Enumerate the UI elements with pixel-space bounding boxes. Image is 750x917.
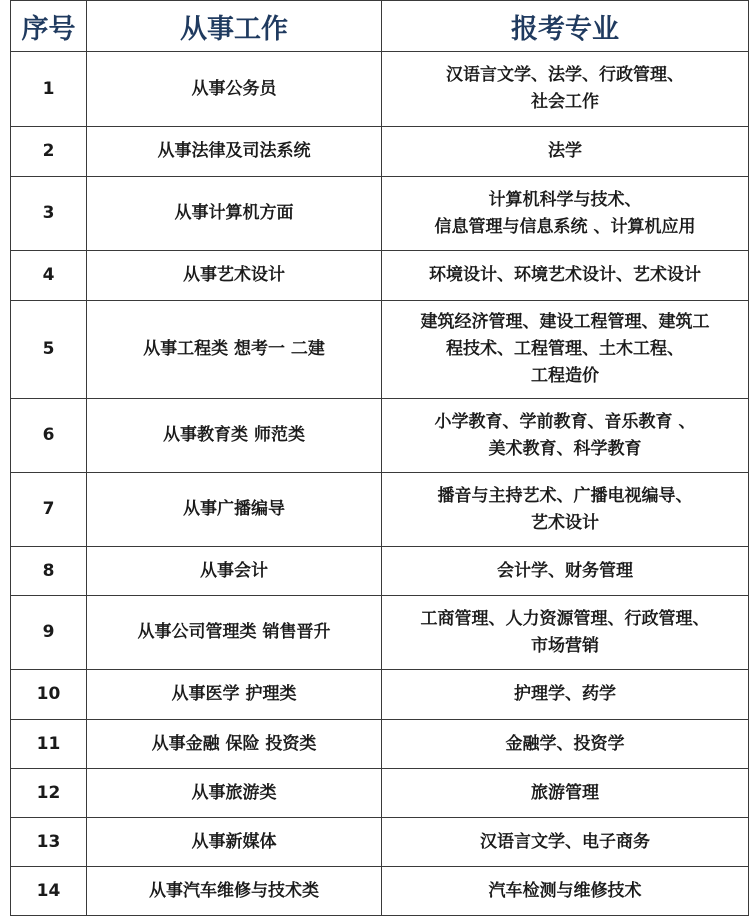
- table-row: [11, 127, 749, 177]
- table-row: [11, 177, 749, 251]
- major-line: 金融学、投资学: [505, 733, 625, 754]
- major-line: 护理学、药学: [514, 684, 616, 704]
- major-line: 汽车检测与维修技术: [488, 880, 642, 901]
- row-number: 6: [11, 399, 87, 473]
- table-row: [11, 251, 749, 301]
- row-majors: [382, 720, 749, 769]
- major-line: 程技术、工程管理、土木工程、: [446, 339, 684, 359]
- row-majors: [382, 177, 749, 251]
- major-line: 工程造价: [531, 366, 599, 386]
- major-line: 旅游管理: [531, 782, 599, 803]
- row-majors: [382, 473, 749, 547]
- row-job: 从事医学 护理类: [87, 670, 382, 720]
- row-majors: [382, 818, 749, 867]
- row-number: 13: [11, 818, 87, 867]
- majors-table: [10, 0, 749, 916]
- row-number: 10: [11, 670, 87, 720]
- row-number: 12: [11, 769, 87, 818]
- table-row: [11, 769, 749, 818]
- row-majors: [382, 251, 749, 301]
- row-job: 从事会计: [87, 547, 382, 596]
- row-majors: [382, 399, 749, 473]
- row-majors: [382, 867, 749, 916]
- table-row: [11, 670, 749, 720]
- row-job: 从事公务员: [87, 52, 382, 127]
- row-number: 8: [11, 547, 87, 596]
- majors-table-container: [10, 0, 748, 916]
- header-job: 从事工作: [87, 1, 382, 52]
- major-line: 播音与主持艺术、广播电视编导、: [437, 485, 693, 506]
- table-row: [11, 818, 749, 867]
- row-job: 从事广播编导: [87, 473, 382, 547]
- table-row: [11, 867, 749, 916]
- major-line: 工商管理、人力资源管理、行政管理、: [420, 608, 710, 629]
- table-body: [11, 52, 749, 916]
- table-row: [11, 52, 749, 127]
- header-majors: 报考专业: [382, 1, 749, 52]
- major-line: 市场营销: [531, 635, 599, 656]
- row-job: 从事公司管理类 销售晋升: [87, 596, 382, 670]
- table-row: [11, 301, 749, 399]
- major-line: 汉语言文学、电子商务: [480, 831, 650, 852]
- row-number: 11: [11, 720, 87, 769]
- row-majors: [382, 301, 749, 399]
- table-row: [11, 473, 749, 547]
- major-line: 计算机科学与技术、: [488, 189, 642, 210]
- row-number: 7: [11, 473, 87, 547]
- row-job: 从事计算机方面: [87, 177, 382, 251]
- row-number: 4: [11, 251, 87, 301]
- header-number: 序号: [11, 1, 87, 52]
- row-majors: [382, 769, 749, 818]
- row-number: 5: [11, 301, 87, 399]
- table-row: [11, 596, 749, 670]
- row-job: 从事旅游类: [87, 769, 382, 818]
- row-job: 从事新媒体: [87, 818, 382, 867]
- row-majors: [382, 670, 749, 720]
- row-majors: [382, 547, 749, 596]
- major-line: 环境设计、环境艺术设计、艺术设计: [429, 265, 701, 285]
- major-line: 小学教育、学前教育、音乐教育 、: [434, 411, 696, 432]
- row-number: 9: [11, 596, 87, 670]
- row-job: 从事金融 保险 投资类: [87, 720, 382, 769]
- row-number: 14: [11, 867, 87, 916]
- row-job: 从事法律及司法系统: [87, 127, 382, 177]
- row-majors: [382, 596, 749, 670]
- major-line: 建筑经济管理、建设工程管理、建筑工: [420, 312, 710, 332]
- table-row: [11, 720, 749, 769]
- row-number: 3: [11, 177, 87, 251]
- row-job: 从事工程类 想考一 二建: [87, 301, 382, 399]
- row-job: 从事汽车维修与技术类: [87, 867, 382, 916]
- row-majors: [382, 127, 749, 177]
- major-line: 艺术设计: [531, 512, 599, 533]
- row-job: 从事艺术设计: [87, 251, 382, 301]
- row-majors: [382, 52, 749, 127]
- major-line: 信息管理与信息系统 、计算机应用: [434, 216, 696, 237]
- major-line: 社会工作: [531, 92, 599, 112]
- table-row: [11, 399, 749, 473]
- header-row: [11, 1, 749, 52]
- major-line: 汉语言文学、法学、行政管理、: [446, 65, 684, 85]
- major-line: 会计学、财务管理: [497, 560, 633, 581]
- table-row: [11, 547, 749, 596]
- row-job: 从事教育类 师范类: [87, 399, 382, 473]
- major-line: 法学: [548, 141, 582, 161]
- row-number: 1: [11, 52, 87, 127]
- row-number: 2: [11, 127, 87, 177]
- major-line: 美术教育、科学教育: [488, 438, 642, 459]
